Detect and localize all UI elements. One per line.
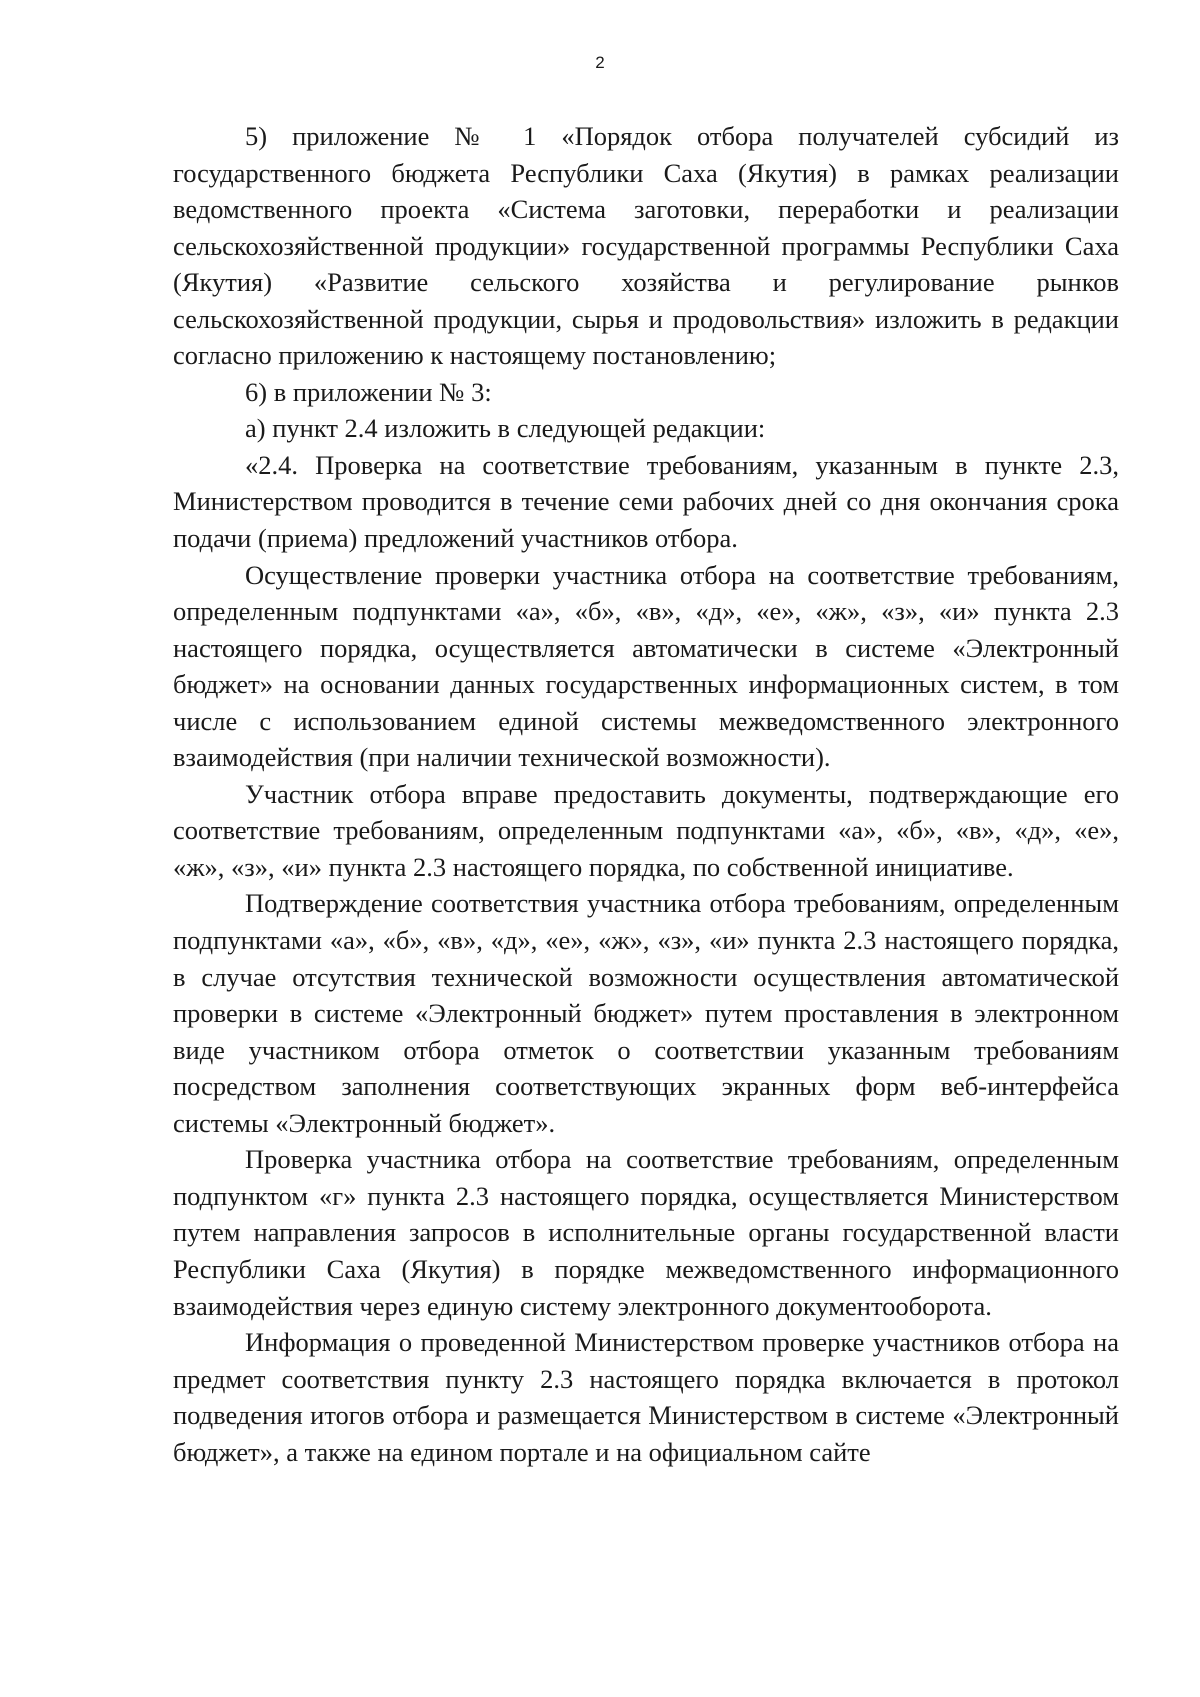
paragraph-confirmation: Подтверждение соответствия участника отбора требованиям, определенным подпунктами «а», «б», «в», «д», «е», «ж», «з», «и» пункта 2.3 настоящего порядка, в случае отсутствия технической возможности осуществления автоматической проверки в системе «Электронный бюджет» путем проставления в электронном виде участником отбора отметок о соответствии указанным требованиям посредством заполнения соответствующих экранных форм веб-интерфейса системы «Электронный бюджет». <box>173 888 1119 1138</box>
page-number: 2 <box>595 53 605 72</box>
paragraph-item-5-appendix-1: 5) приложение № 1 «Порядок отбора получателей субсидий из государственного бюджета Республики Саха (Якутия) в рамках реализации ведомственного проекта «Система заготовки, переработки и реализации сельскохозяйственной продукции» государственной программы Республики Саха (Якутия) «Развитие сельского хозяйства и регулирование рынков сельскохозяйственной продукции, сырья и продовольствия» изложить в редакции согласно приложению к настоящему постановлению; <box>173 121 1119 371</box>
paragraph-clause-2-4: «2.4. Проверка на соответствие требованиям, указанным в пункте 2.3, Министерством проводится в течение семи рабочих дней со дня окончания срока подачи (приема) предложений участников отбора. <box>173 449 1119 554</box>
document-body <box>173 118 1119 1470</box>
paragraph-participant-documents: Участник отбора вправе предоставить документы, подтверждающие его соответствие требованиям, определенным подпунктами «а», «б», «в», «д», «е», «ж», «з», «и» пункта 2.3 настоящего порядка, по собственной инициативе. <box>173 778 1119 882</box>
paragraph-subitem-a: а) пункт 2.4 изложить в следующей редакции: <box>245 413 766 444</box>
paragraph-check-subitem-g: Проверка участника отбора на соответствие требованиям, определенным подпунктом «г» пункта 2.3 настоящего порядка, осуществляется Министерством путем направления запросов в исполнительные органы государственной власти Республики Саха (Якутия) в порядке межведомственного информационного взаимодействия через единую систему электронного документооборота. <box>173 1144 1119 1321</box>
paragraph-automatic-check: Осуществление проверки участника отбора на соответствие требованиям, определенным подпунктами «а», «б», «в», «д», «е», «ж», «з», «и» пункта 2.3 настоящего порядка, осуществляется автоматически в системе «Электронный бюджет» на основании данных государственных информационных систем, в том числе с использованием единой системы межведомственного электронного взаимодействия (при наличии технической возможности). <box>173 559 1119 773</box>
paragraph-information-publication: Информация о проведенной Министерством проверке участников отбора на предмет соответствия пункту 2.3 настоящего порядка включается в протокол подведения итогов отбора и размещается Министерством в системе «Электронный бюджет», а также на едином портале и на официальном сайте <box>173 1327 1119 1467</box>
paragraph-item-6-appendix-3: 6) в приложении № 3: <box>245 376 492 407</box>
